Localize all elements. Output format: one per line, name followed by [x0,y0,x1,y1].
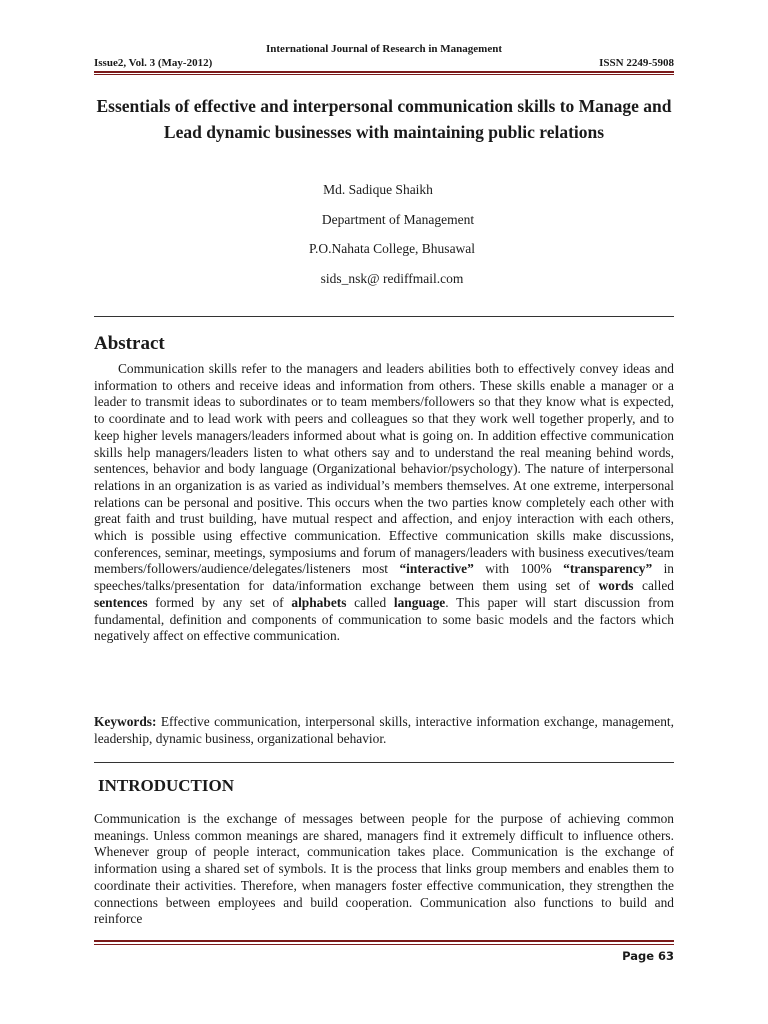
header-rule-thin [94,74,674,75]
journal-name: International Journal of Research in Management [266,43,502,55]
abstract-text: called [633,578,674,594]
issn: ISSN 2249-5908 [599,57,674,69]
paper-title: Essentials of effective and interpersonal communication skills to Manage and Lead dynamic businesses with maintaining public relations [96,96,672,142]
author-department: Department of Management [321,212,475,227]
introduction-body: Communication is the exchange of messages between people for the purpose of achieving common meanings. Unless common meanings are shared, managers find it extremely difficult to influence others. Whenever group of people interact, communication takes place. Communication is the exchange of information using a shared set of symbols. It is the process that links group members and enables them to coordinate their activities. Therefore, when managers foster effective communication, they strengthen the connections between employees and build cooperation. Communication also functions to build and reinforce [94,811,674,927]
introduction-heading: INTRODUCTION [98,776,235,795]
abstract-bold-alphabets: alphabets [291,594,347,610]
abstract-body [94,361,674,645]
author-name: Md. Sadique Shaikh [323,182,433,197]
author-email: sids_nsk@ rediffmail.com [320,271,464,286]
separator-line [94,316,674,317]
footer-rule [94,940,674,942]
abstract-text: called [346,594,394,610]
abstract-heading: Abstract [94,333,165,354]
abstract-bold-sentences: sentences [94,594,148,610]
author-institution: P.O.Nahata College, Bhusawal [308,241,476,256]
abstract-text: Communication skills refer to the managers and leaders abilities both to effectively convey ideas and information to others and receive ideas and information from others. These skills enable a manager or a leader to transmit ideas to subordinates or to team members/followers so that they know what is expected, to coordinate and to lead work with peers and colleagues so that they work well together properly, and to keep higher levels managers/leaders informed about what is going on. In addition effective communication skills help managers/leaders listen to what others say and to understand the real meaning behind words, sentences, behavior and body language (Organizational behavior/psychology). The nature of interpersonal relations in an organization is as varied as individual’s members themselves. At one extreme, interpersonal relations can be personal and positive. This occurs when the two parties know completely each other with great faith and trust building, have mutual respect and affection, and enjoy interaction with each others, which is possible using effective communication. Effective communication skills make discussions, conferences, seminar, meetings, symposiums and forum of managers/leaders with business executives/team members/followers/audience/delegates/listeners most [94,361,674,577]
keywords [94,714,674,747]
page-number: Page 63 [622,949,674,963]
abstract-text: with 100% [473,561,564,577]
footer-rule-thin [94,944,674,945]
abstract-bold-transparency: “transparency” [563,561,653,577]
abstract-bold-interactive: “interactive” [399,561,474,577]
separator-line [94,762,674,763]
abstract-text: in speeches/talks/presentation for data/information exchange between them using set of [94,561,675,594]
abstract-bold-language: language [393,594,446,610]
abstract-text: . This paper will start discussion from fundamental, definition and components of communication to some basic models and the factors which negatively affect on effective communication. [94,594,674,644]
issue-info: Issue2, Vol. 3 (May-2012) [94,57,213,69]
keywords-text: Effective communication, interpersonal skills, interactive information exchange, management, leadership, dynamic business, organizational behavior. [94,714,674,746]
abstract-text: formed by any set of [147,594,292,610]
header-rule [94,71,674,73]
keywords-label: Keywords: [94,714,157,729]
abstract-bold-words: words [598,578,634,594]
